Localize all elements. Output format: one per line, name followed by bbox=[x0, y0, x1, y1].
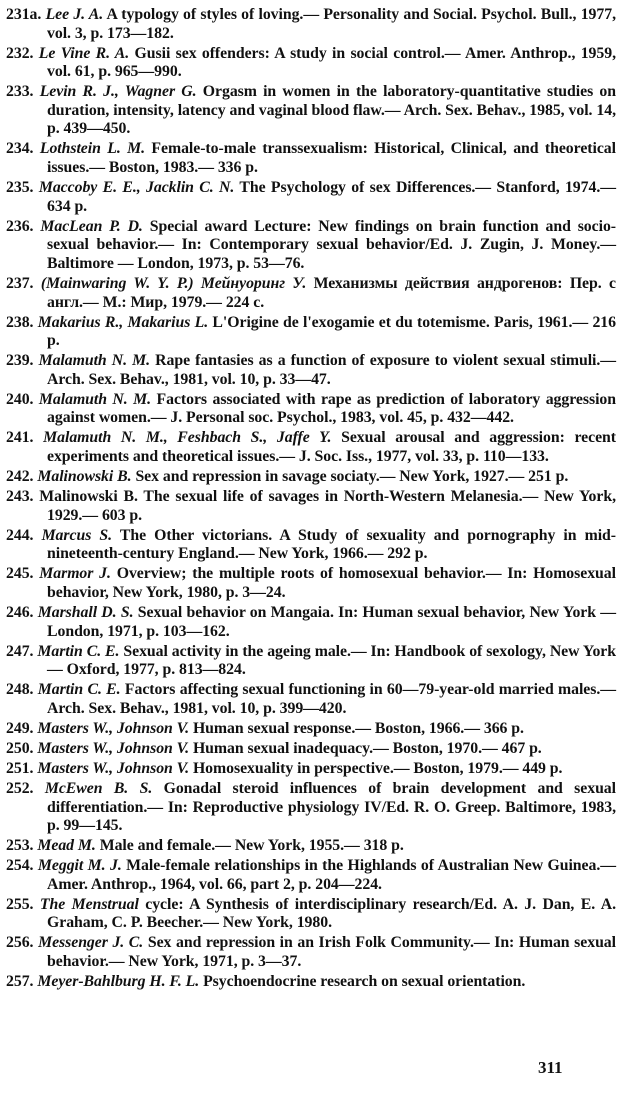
reference-item bbox=[6, 429, 616, 466]
reference-author: Masters W., Johnson V. bbox=[37, 739, 190, 757]
reference-author: Malamuth N. M., Feshbach S., Jaffe Y. bbox=[43, 429, 332, 447]
reference-text: Sexual activity in the ageing male.— In: Handbook of sexology, New York — Oxford, 1977, p. 813—824. bbox=[47, 642, 617, 679]
reference-author: Malamuth N. M. bbox=[38, 352, 151, 370]
reference-author: Levin R. J., Wagner G. bbox=[39, 83, 197, 101]
reference-author: MacLean P. D. bbox=[40, 217, 143, 235]
reference-number: 249. bbox=[6, 719, 34, 737]
page-number: 311 bbox=[538, 1058, 563, 1077]
reference-author: Martin C. E. bbox=[37, 681, 121, 699]
reference-number: 239. bbox=[6, 352, 34, 370]
reference-number: 233. bbox=[6, 83, 34, 101]
reference-number: 246. bbox=[6, 603, 34, 621]
reference-text: Sex and repression in savage sociaty.— New York, 1927.— 251 p. bbox=[135, 468, 569, 486]
reference-author: Meyer-Bahlburg H. F. L. bbox=[37, 973, 200, 991]
reference-item bbox=[6, 740, 616, 759]
reference-text: Механизмы действия андрогенов: Пер. с англ.— М.: Мир, 1979.— 224 с. bbox=[47, 274, 616, 311]
reference-author: Messenger J. C. bbox=[38, 934, 144, 952]
reference-author: The Menstrual bbox=[39, 895, 139, 913]
reference-text: Male-female relationships in the Highlands of Australian New Guinea.— Amer. Anthrop., 1964, vol. 66, part 2, p. 204—224. bbox=[47, 857, 616, 893]
reference-number: 244. bbox=[6, 526, 34, 544]
reference-author: Lothstein L. M. bbox=[39, 140, 146, 158]
reference-author: Malinowski B. bbox=[37, 468, 132, 486]
reference-item bbox=[6, 527, 616, 564]
reference-number: 238. bbox=[6, 313, 34, 331]
reference-item bbox=[6, 973, 616, 992]
reference-author: Marshall D. S. bbox=[37, 603, 134, 621]
reference-number: 242. bbox=[6, 468, 34, 486]
reference-item bbox=[6, 780, 616, 836]
reference-author: Masters W., Johnson V. bbox=[37, 719, 190, 737]
reference-text: Sexual arousal and aggression: recent experiments and theoretical issues.— J. Soc. Iss., 1977, vol. 33, p. 110—133. bbox=[47, 429, 616, 466]
reference-number: 241. bbox=[6, 429, 34, 447]
reference-author: Lee J. A. bbox=[45, 6, 104, 23]
reference-number: 256. bbox=[6, 934, 34, 952]
reference-number: 254. bbox=[6, 857, 34, 875]
reference-item bbox=[6, 83, 616, 139]
reference-author: Marmor J. bbox=[39, 565, 111, 583]
reference-text: Orgasm in women in the laboratory-quantitative studies on duration, intensity, latency and vaginal blood flaw.— Arch. Sex. Behav., 1985, vol. 14, p. 439—450. bbox=[47, 83, 616, 138]
reference-item bbox=[6, 275, 616, 312]
reference-number: 252. bbox=[6, 779, 34, 797]
reference-text: Male and female.— New York, 1955.— 318 p. bbox=[99, 837, 404, 855]
reference-item bbox=[6, 643, 616, 680]
reference-author: Maccoby E. E., Jacklin C. N. bbox=[38, 179, 235, 197]
reference-number: 235. bbox=[6, 179, 34, 197]
reference-item bbox=[6, 468, 616, 487]
reference-text: Gonadal steroid influences of brain development and sexual differentiation.— In: Reproductive physiology IV/Ed. R. O. Greep. Baltimore, 1983, p. 99—145. bbox=[47, 779, 616, 835]
reference-text: Sex and repression in an Irish Folk Community.— In: Human sexual behavior.— New York, 1971, p. 3—37. bbox=[47, 934, 616, 971]
reference-text: Factors affecting sexual functioning in 60—79-year-old married males.— Arch. Sex. Behav., 1981, vol. 10, p. 399—420. bbox=[47, 681, 616, 717]
reference-author: Masters W., Johnson V. bbox=[37, 759, 190, 777]
reference-number: 240. bbox=[6, 390, 34, 408]
reference-text: A typology of styles of loving.— Personality and Social. Psychol. Bull., 1977, vol. 3, p. 173—182. bbox=[47, 6, 616, 42]
reference-text: Gusii sex offenders: A study in social control.— Amer. Anthrop., 1959, vol. 61, p. 965—990. bbox=[47, 44, 616, 81]
reference-number: 248. bbox=[6, 681, 34, 699]
reference-author: (Mainwaring W. Y. P.) Мейнуоринг У. bbox=[40, 274, 307, 292]
reference-number: 257. bbox=[6, 973, 34, 991]
reference-text: Factors associated with rape as prediction of laboratory aggression against women.— J. Personal soc. Psychol., 1983, vol. 45, p. 432—442. bbox=[47, 390, 617, 427]
reference-item bbox=[6, 681, 616, 718]
reference-number: 251. bbox=[6, 759, 34, 777]
reference-text: Homosexuality in perspective.— Boston, 1979.— 449 p. bbox=[192, 759, 563, 777]
reference-author: Mead M. bbox=[37, 837, 96, 855]
reference-item bbox=[6, 604, 616, 641]
reference-number: 245. bbox=[6, 565, 34, 583]
reference-item bbox=[6, 140, 616, 177]
reference-text: Human sexual inadequacy.— Boston, 1970.— 467 p. bbox=[192, 739, 542, 757]
reference-text: Malinowski B. The sexual life of savages in North-Western Melanesia.— New York, 1929.— 603 p. bbox=[39, 488, 616, 524]
reference-text: The Other victorians. A Study of sexuality and pornography in mid-nineteenth-century England.— New York, 1966.— 292 p. bbox=[47, 526, 616, 563]
reference-item bbox=[6, 218, 616, 274]
reference-item bbox=[6, 857, 616, 894]
reference-number: 250. bbox=[6, 739, 34, 757]
reference-number: 253. bbox=[6, 837, 34, 855]
reference-item bbox=[6, 565, 616, 602]
reference-item bbox=[6, 934, 616, 971]
reference-author: McEwen B. S. bbox=[44, 779, 153, 797]
reference-number: 237. bbox=[6, 274, 34, 292]
reference-text: Female-to-male transsexualism: Historical, Clinical, and theoretical issues.— Boston, 1983.— 336 p. bbox=[47, 140, 616, 177]
reference-item bbox=[6, 45, 616, 82]
reference-text: Overview; the multiple roots of homosexual behavior.— In: Homosexual behavior, New York, 1980, p. 3—24. bbox=[47, 565, 616, 601]
reference-text: L'Origine de l'exogamie et du totemisme. Paris, 1961.— 216 p. bbox=[47, 313, 616, 350]
reference-item bbox=[6, 352, 616, 389]
reference-number: 255. bbox=[6, 895, 34, 913]
reference-text: Psychoendocrine research on sexual orientation. bbox=[203, 973, 526, 991]
reference-number: 247. bbox=[6, 642, 34, 660]
reference-text: cycle: A Synthesis of interdisciplinary research/Ed. A. J. Dan, E. A. Graham, C. P. Beecher.— New York, 1980. bbox=[47, 895, 616, 932]
reference-item bbox=[6, 314, 616, 351]
reference-item bbox=[6, 837, 616, 856]
reference-number: 232. bbox=[6, 44, 34, 62]
reference-item bbox=[6, 760, 616, 779]
reference-author: Marcus S. bbox=[41, 526, 113, 544]
reference-text: Special award Lecture: New findings on brain function and socio-sexual behavior.— In: Contemporary sexual behavior/Ed. J. Zugin, J. Money.— Baltimore — London, 1973, p. 53—76. bbox=[47, 217, 617, 272]
reference-author: Meggit M. J. bbox=[37, 857, 122, 875]
reference-author: Makarius R., Makarius L. bbox=[37, 313, 209, 331]
reference-author: Malamuth N. M. bbox=[38, 390, 152, 408]
reference-item bbox=[6, 179, 616, 216]
reference-text: The Psychology of sex Differences.— Stanford, 1974.— 634 p. bbox=[47, 179, 617, 215]
reference-text: Rape fantasies as a function of exposure to violent sexual stimuli.— Arch. Sex. Behav., 1981, vol. 10, p. 33—47. bbox=[47, 352, 617, 388]
reference-list bbox=[6, 6, 616, 993]
reference-number: 243. bbox=[6, 488, 34, 506]
reference-number: 236. bbox=[6, 217, 34, 235]
reference-item bbox=[6, 6, 616, 43]
reference-item bbox=[6, 488, 616, 525]
reference-item bbox=[6, 391, 616, 428]
reference-text: Sexual behavior on Mangaia. In: Human sexual behavior, New York — London, 1971, p. 103—162. bbox=[47, 603, 617, 640]
reference-number: 231a. bbox=[6, 6, 42, 23]
reference-item bbox=[6, 720, 616, 739]
reference-author: Martin C. E. bbox=[37, 642, 120, 660]
reference-item bbox=[6, 896, 616, 933]
reference-number: 234. bbox=[6, 140, 34, 158]
reference-author: Le Vine R. A. bbox=[38, 44, 130, 62]
reference-text: Human sexual response.— Boston, 1966.— 366 p. bbox=[192, 719, 524, 737]
